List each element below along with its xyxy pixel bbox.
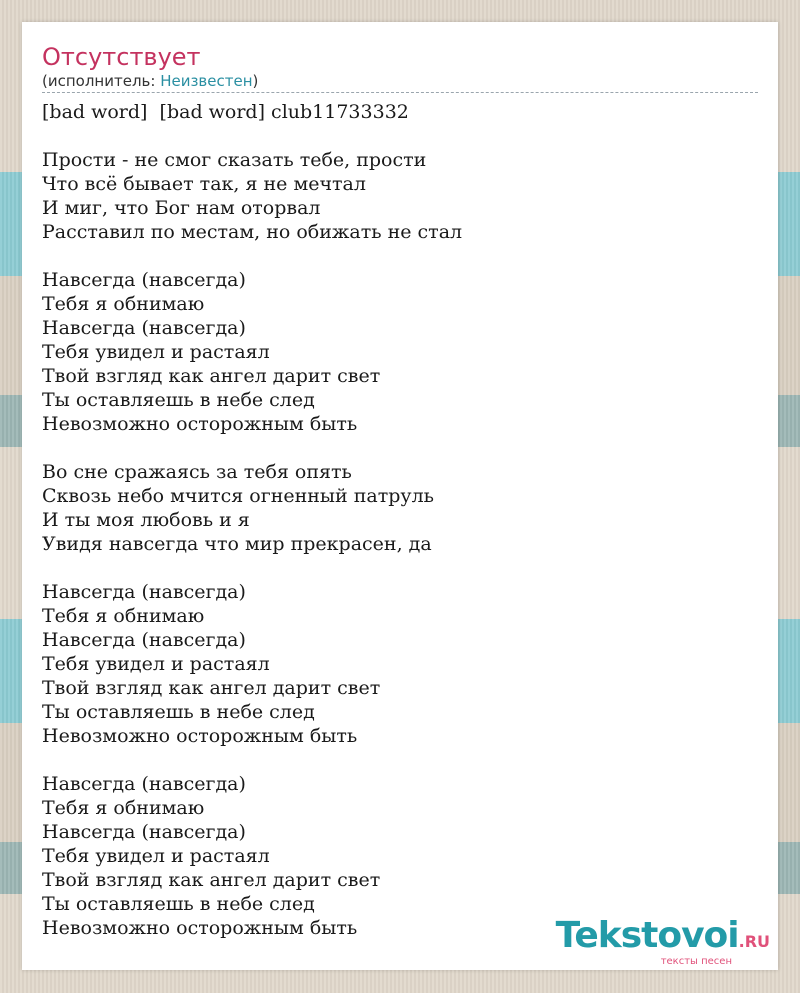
artist-prefix: (исполнитель: [42, 72, 161, 90]
lyrics-line: Ты оставляешь в небе след [42, 893, 315, 915]
lyrics-line: Невозможно осторожным быть [42, 725, 358, 747]
lyrics-line: Навсегда (навсегда) [42, 317, 246, 339]
lyrics-line: Навсегда (навсегда) [42, 629, 246, 651]
lyrics-stanza [42, 460, 758, 556]
artist-suffix: ) [252, 72, 259, 90]
lyrics-line: Ты оставляешь в небе след [42, 701, 315, 723]
lyrics-line: [bad word] [bad word] club11733332 [42, 101, 409, 123]
lyrics-line: Твой взгляд как ангел дарит свет [42, 869, 381, 891]
lyrics-stanza [42, 148, 758, 244]
lyrics-line: Расставил по местам, но обижать не стал [42, 221, 463, 243]
song-header [42, 42, 758, 93]
lyrics-line: Тебя увидел и растаял [42, 341, 270, 363]
lyrics-text [42, 100, 758, 964]
lyrics-line: Прости - не смог сказать тебе, прости [42, 149, 427, 171]
artist-line [42, 72, 758, 93]
lyrics-line: Во сне сражаясь за тебя опять [42, 461, 352, 483]
lyrics-line: Тебя увидел и растаял [42, 845, 270, 867]
lyrics-stanza [42, 268, 758, 436]
lyrics-line: И миг, что Бог нам оторвал [42, 197, 321, 219]
lyrics-line: Тебя я обнимаю [42, 797, 205, 819]
lyrics-line: Навсегда (навсегда) [42, 269, 246, 291]
lyrics-line: Тебя я обнимаю [42, 293, 205, 315]
lyrics-line: Навсегда (навсегда) [42, 773, 246, 795]
logo-name: Tekstovoi [555, 915, 739, 956]
lyrics-line: Сквозь небо мчится огненный патруль [42, 485, 435, 507]
artist-link[interactable]: Неизвестен [160, 72, 253, 90]
lyrics-line: Увидя навсегда что мир прекрасен, да [42, 533, 432, 555]
song-title: Отсутствует [42, 43, 201, 71]
lyrics-line: Твой взгляд как ангел дарит свет [42, 677, 381, 699]
lyrics-line: Навсегда (навсегда) [42, 581, 246, 603]
lyrics-line: Что всё бывает так, я не мечтал [42, 173, 366, 195]
lyrics-line: Невозможно осторожным быть [42, 413, 358, 435]
logo-tagline: тексты песен [660, 956, 732, 967]
lyrics-line: Тебя увидел и растаял [42, 653, 270, 675]
lyrics-line: Невозможно осторожным быть [42, 917, 358, 939]
lyrics-stanza [42, 100, 758, 124]
lyrics-card [22, 22, 778, 970]
lyrics-line: Твой взгляд как ангел дарит свет [42, 365, 381, 387]
lyrics-stanza [42, 580, 758, 748]
lyrics-line: Ты оставляешь в небе след [42, 389, 315, 411]
site-logo[interactable] [556, 916, 770, 968]
logo-tld: .RU [738, 932, 770, 951]
lyrics-line: И ты моя любовь и я [42, 509, 250, 531]
lyrics-line: Навсегда (навсегда) [42, 821, 246, 843]
lyrics-line: Тебя я обнимаю [42, 605, 205, 627]
